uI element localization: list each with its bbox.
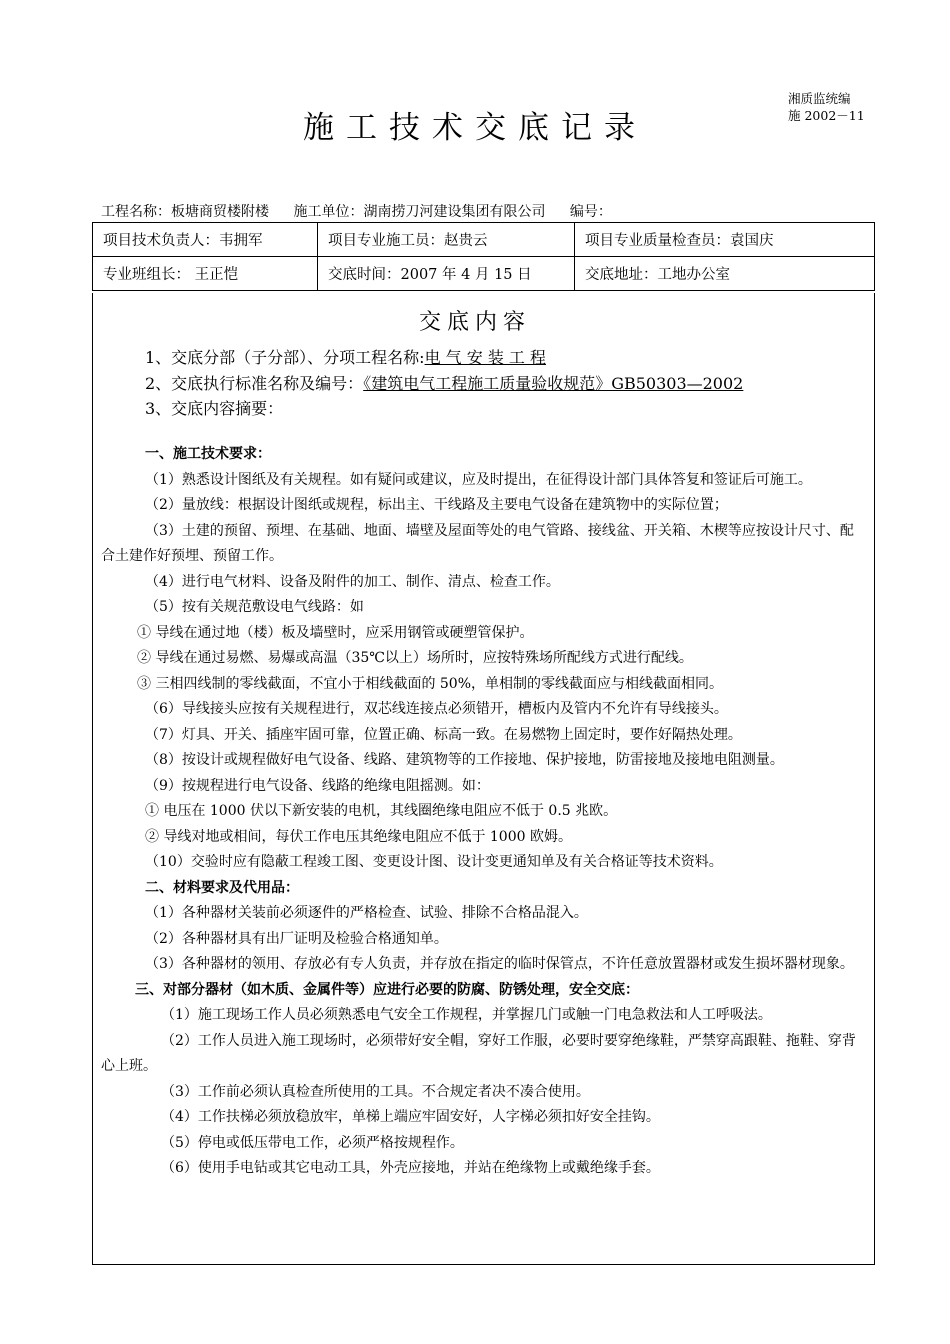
construction-unit: 施工单位：湖南捞刀河建设集团有限公司	[293, 204, 546, 220]
technical-lead-cell: 项目技术负责人：韦拥军	[93, 223, 318, 257]
briefing-location-cell: 交底地址：工地办公室	[575, 257, 875, 291]
list-item: ① 导线在通过地（楼）板及墙壁时，应采用钢管或硬塑管保护。	[137, 624, 534, 641]
list-item: （2）各种器材具有出厂证明及检验合格通知单。	[145, 930, 448, 947]
standard-value: 《建筑电气工程施工质量验收规范》GB50303—2002	[363, 374, 744, 393]
list-item: （10）交验时应有隐蔽工程竣工图、变更设计图、设计变更通知单及有关合格证等技术资料。	[145, 854, 723, 870]
list-item: （1）各种器材关装前必须逐件的严格检查、试验、排除不合格品混入。	[145, 905, 588, 921]
list-item: （7）灯具、开关、插座牢固可靠，位置正确、标高一致。在易燃物上固定时，要作好隔热处理。	[145, 726, 742, 743]
site-engineer-cell: 项目专业施工员：赵贵云	[318, 223, 575, 257]
list-item: （1）施工现场工作人员必须熟悉电气安全工作规程，并掌握几门或触一门电急救法和人工呼吸法。	[161, 1007, 772, 1023]
meta-line-2	[145, 371, 743, 394]
section3-heading: 三、对部分器材（如木质、金属件等）应进行必要的防腐、防锈处理，安全交底：	[135, 981, 639, 998]
list-item: （2）量放线：根据设计图纸或规程，标出主、干线路及主要电气设备在建筑物中的实际位置；	[145, 497, 728, 513]
project-name: 工程名称：板塘商贸楼附楼	[101, 204, 269, 220]
list-item: （5）停电或低压带电工作，必须严格按规程作。	[161, 1134, 464, 1151]
info-table	[92, 222, 875, 291]
section1-heading: 一、施工技术要求：	[145, 446, 271, 462]
form-code-line1: 湘质监统编	[788, 91, 851, 106]
section2-heading: 二、材料要求及代用品：	[145, 879, 299, 896]
list-item: （3）各种器材的领用、存放必有专人负责，并存放在指定的临时保管点，不许任意放置器材或发生损坏器材现象。	[145, 956, 854, 972]
page-title: 施工技术交底记录	[303, 110, 647, 146]
info-row	[93, 223, 875, 257]
briefing-date-cell: 交底时间：2007 年 4 月 15 日	[318, 257, 575, 291]
list-item: ① 电压在 1000 伏以下新安装的电机，其线圈绝缘电阻应不低于 0.5 兆欧。	[145, 803, 618, 819]
list-item: （4）进行电气材料、设备及附件的加工、制作、清点、检查工作。	[145, 573, 560, 590]
team-leader-cell: 专业班组长： 王正恺	[93, 257, 318, 291]
list-item: （3）土建的预留、预埋、在基础、地面、墙壁及屋面等处的电气管路、接线盆、开关箱、木楔等应按设计尺寸、配合土建作好预埋、预留工作。	[101, 522, 854, 564]
list-item: （1）熟悉设计图纸及有关规程。如有疑问或建议，应及时提出，在征得设计部门具体答复和签证后可施工。	[145, 471, 812, 488]
meta-line-3: 3、交底内容摘要：	[145, 399, 284, 418]
list-item: ② 导线对地或相间，每伏工作电压其绝缘电阻应不低于 1000 欧姆。	[145, 828, 572, 845]
list-item: （5）按有关规范敷设电气线路：如	[145, 599, 364, 615]
form-code-line2: 施 2002－11	[788, 108, 865, 123]
list-item: （4）工作扶梯必须放稳放牢，单梯上端应牢固安好，人字梯必须扣好安全挂钩。	[161, 1109, 660, 1125]
header-line	[101, 201, 632, 221]
record-number: 编号：	[569, 204, 612, 220]
content-title: 交底内容	[418, 310, 531, 335]
list-item: ③ 三相四线制的零线截面，不宜小于相线截面的 50%，单相制的零线截面应与相线截面相同。	[137, 675, 724, 692]
project-type-value: 电 气 安 装 工 程	[424, 348, 547, 367]
quality-inspector-cell: 项目专业质量检查员：袁国庆	[575, 223, 875, 257]
list-item: （9）按规程进行电气设备、线路的绝缘电阻摇测。如：	[145, 777, 490, 794]
list-item: （6）导线接头应按有关规程进行，双芯线连接点必须错开，槽板内及管内不允许有导线接头。	[145, 701, 728, 717]
meta-line-1	[145, 345, 546, 368]
meta-line-1-label: 1、交底分部（子分部）、分项工程名称:	[145, 348, 425, 367]
meta-line-2-label: 2、交底执行标准名称及编号：	[145, 374, 364, 393]
info-row	[93, 257, 875, 291]
list-item: （2）工作人员进入施工现场时，必须带好安全帽，穿好工作服，必要时要穿绝缘鞋，严禁穿高跟鞋、拖鞋、穿背心上班。	[101, 1032, 856, 1074]
list-item: ② 导线在通过易燃、易爆或高温（35℃以上）场所时，应按特殊场所配线方式进行配线。	[137, 650, 693, 666]
list-item: （8）按设计或规程做好电气设备、线路、建筑物等的工作接地、保护接地，防雷接地及接地电阻测量。	[145, 752, 784, 768]
list-item: （6）使用手电钻或其它电动工具，外壳应接地，并站在绝缘物上或戴绝缘手套。	[161, 1160, 660, 1176]
section1	[101, 442, 867, 1182]
list-item: （3）工作前必须认真检查所使用的工具。不合规定者决不凑合使用。	[161, 1083, 590, 1100]
